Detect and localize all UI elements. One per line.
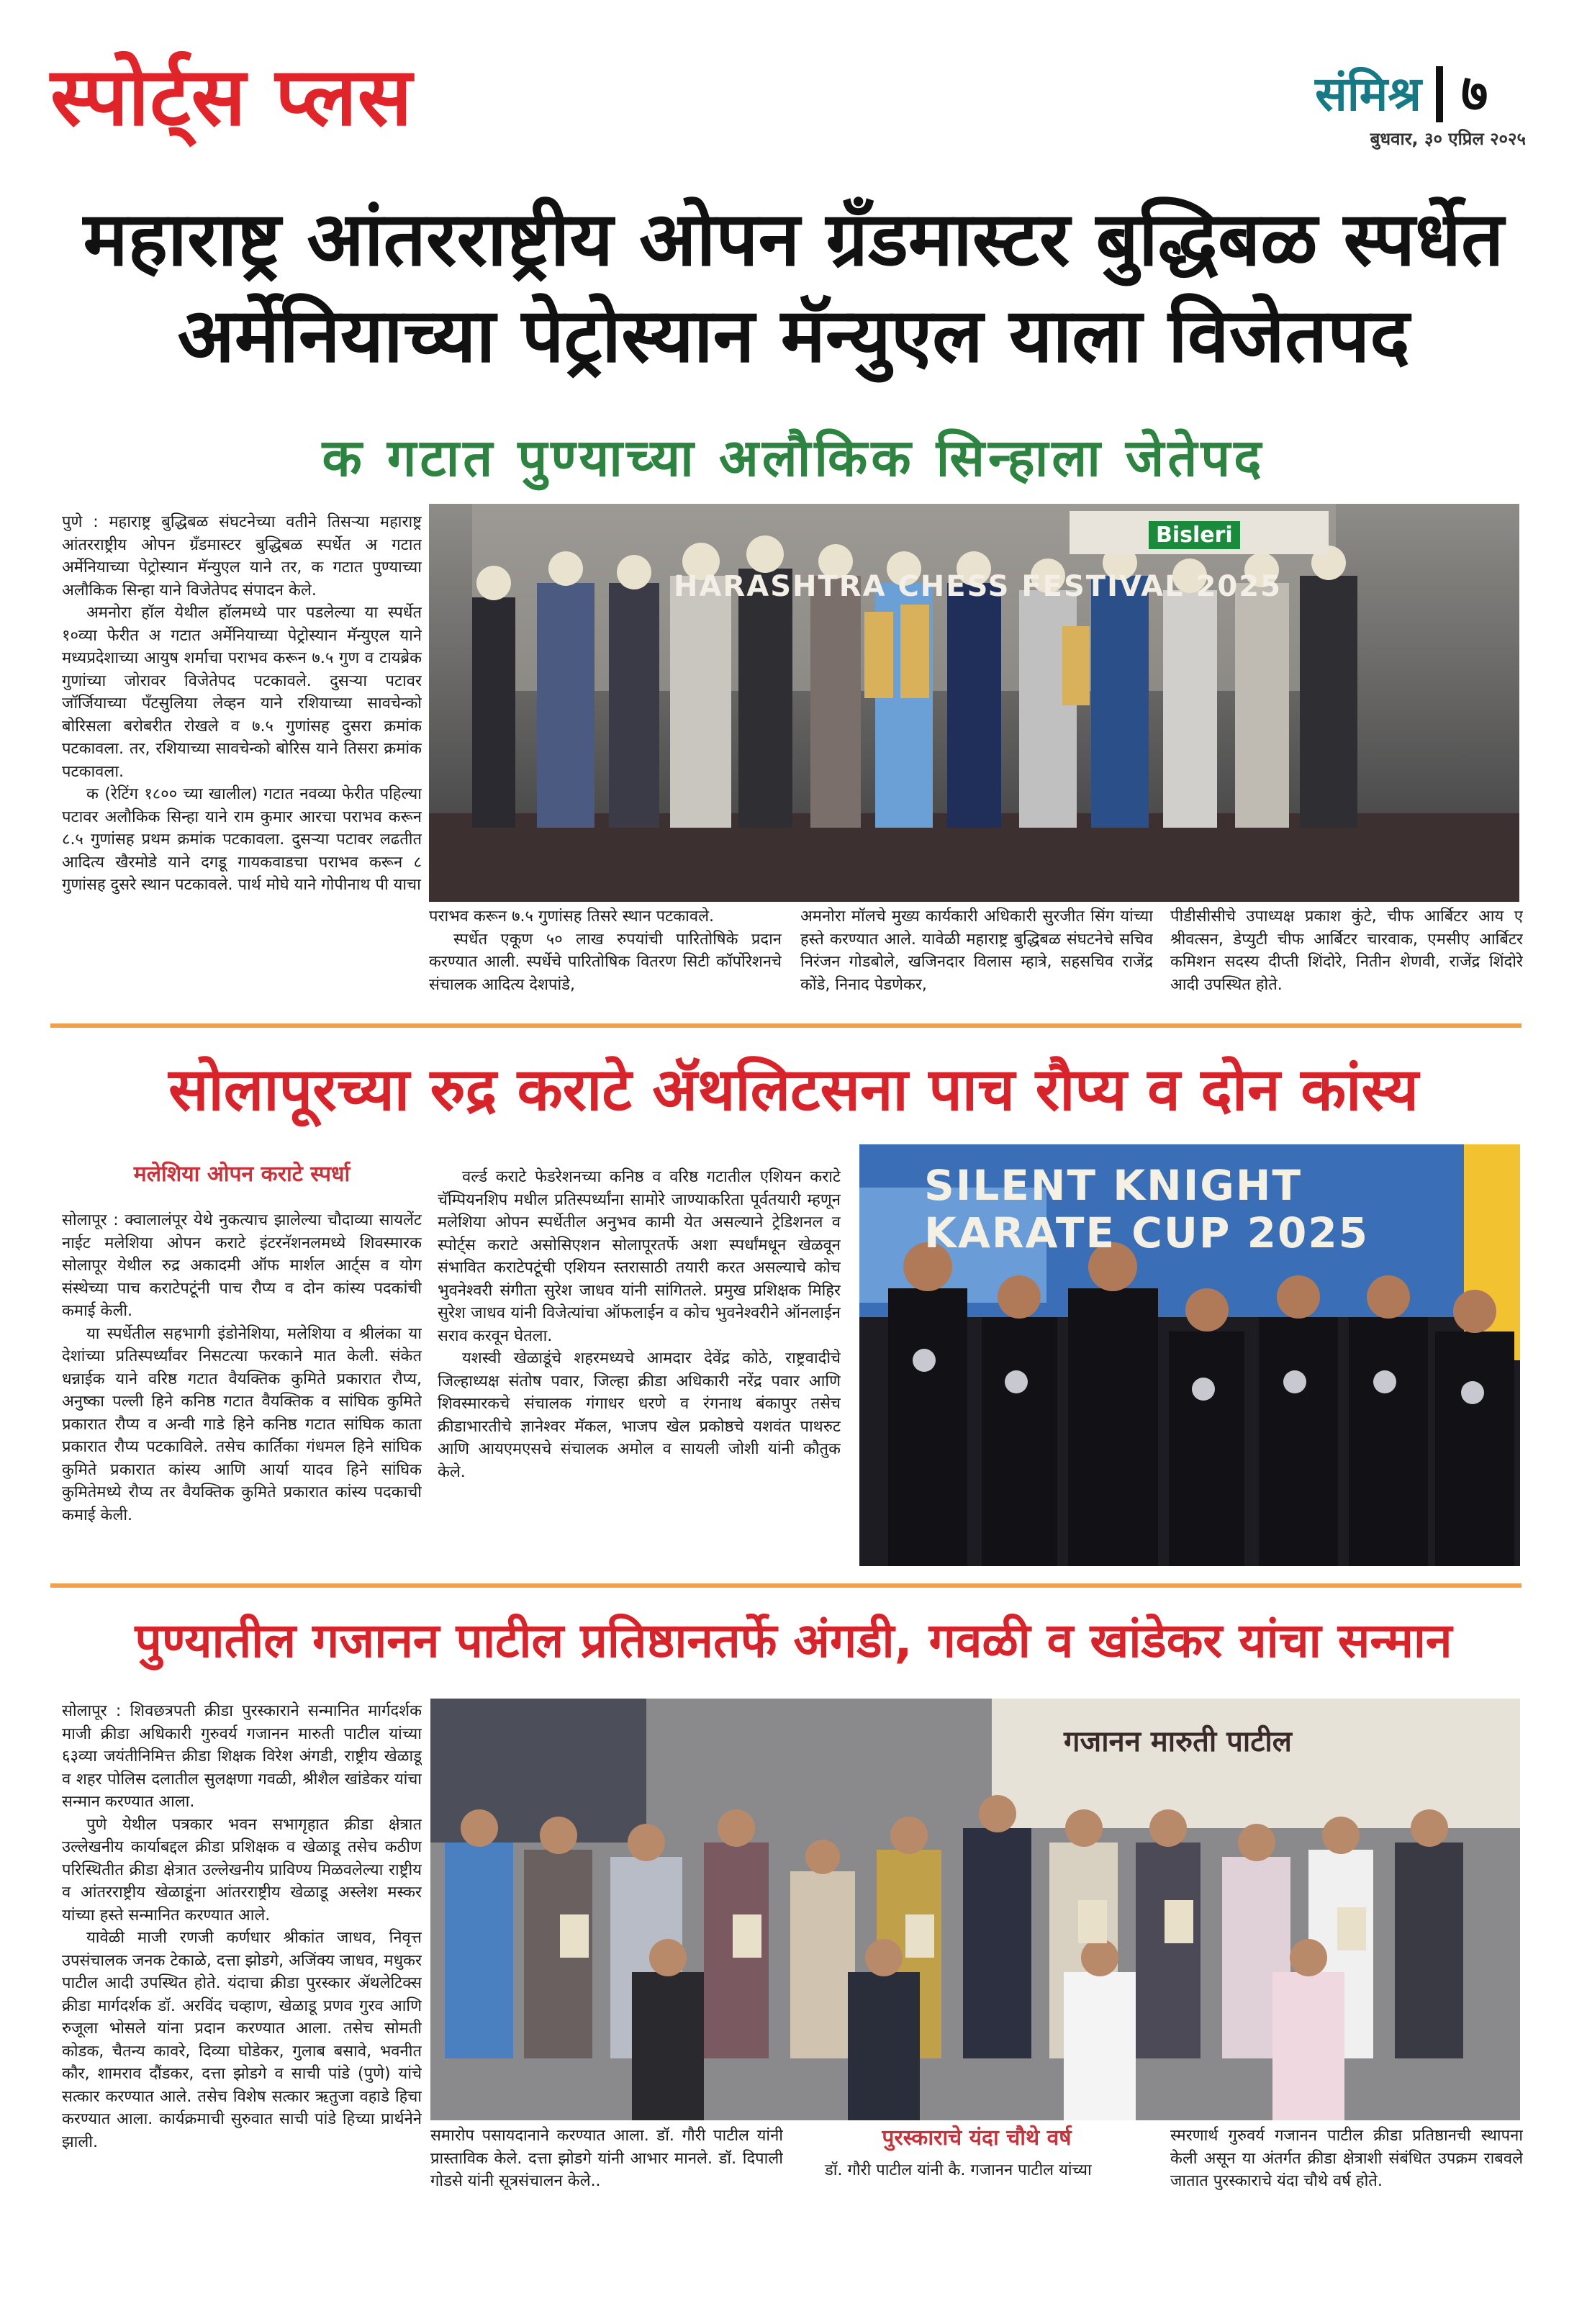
paragraph: सोलापूर : शिवछत्रपती क्रीडा पुरस्काराने सन्मानित मार्गदर्शक माजी क्रीडा अधिकारी गुरुवर्य गजानन मारुती पाटील यांच्या ६३व्या जयंतीनिमित्त क्रीडा शिक्षक विरेश अंगडी, राष्ट्रीय खेळाडू व शहर पोलिस दलातील सुलक्षणा गवळी, श्रीशैल खांडेकर यांचा सन्मान करण्यात आला.	[62, 1702, 422, 1811]
story1-subhead: क गटात पुण्याच्या अलौकिक सिन्हाला जेतेपद	[322, 428, 1265, 488]
issue-date: बुधवार, ३० एप्रिल २०२५	[1370, 129, 1526, 149]
paragraph: पीडीसीसीचे उपाध्यक्ष प्रकाश कुंटे, चीफ आर्बिटर आय ए श्रीवत्सन, डेप्युटी चीफ आर्बिटर चारवाक, एमसीए आर्बिटर कमिशन सदस्य दीप्ती शिंदोरे, नितीन शेणवी, राजेंद्र शिंदोरे आदी उपस्थित होते.	[1170, 908, 1523, 994]
paragraph: वर्ल्ड कराटे फेडरेशनच्या कनिष्ठ व वरिष्ठ गटातील एशियन कराटे चॅम्पियनशिप मधील प्रतिस्पर्ध्यांना सामोरे जाण्याकरिता पूर्वतयारी म्हणून मलेशिया ओपन स्पर्धेतील अनुभव कामी येत असल्याने ट्रेडिशनल व स्पोर्ट्स कराटे असोसिएशन सोलापूरतर्फे अशा स्पर्धांमधून खेळवून संभावित कराटेपटूंची एशियन स्तरासाठी तयारी करत असल्याचे कोच भुवनेश्वरी संगीता सुरेश जाधव यांनी सांगितले. प्रमुख प्रशिक्षक मिहिर सुरेश जाधव यांनी विजेत्यांचा ऑफलाईन व कोच भुवनेश्वरीने ऑनलाईन सराव करवून घेतला.	[438, 1168, 841, 1345]
story1-column-4	[1170, 905, 1523, 1009]
paragraph: यशस्वी खेळाडूंचे शहरमध्यचे आमदार देवेंद्र कोठे, राष्ट्रवादीचे जिल्हाध्यक्ष संतोष पवार, जिल्हा क्रीडा अधिकारी नरेंद्र पवार आणि शिवस्मारकचे संचालक गंगाधर धरणे व रंगनाथ बंकापुर तसेच क्रीडाभारतीचे ज्ञानेश्वर मॅकल, भाजप खेल प्रकोष्ठचे यशवंत पाथरुट आणि आयएमएसचे संचालक अमोल व सायली जोशी यांनी कौतुक केले.	[438, 1349, 841, 1481]
paragraph: सोलापूर : क्वालालंपूर येथे नुकत्याच झालेल्या चौदाव्या सायलेंट नाईट मलेशिया ओपन कराटे इंटरनॅशनलमध्ये शिवस्मारक सोलापूर येथील रुद्र अकादमी ऑफ मार्शल आर्ट्स व योग संस्थेच्या पाच कराटेपटूंनी पाच रौप्य व दोन कांस्य पदकांची कमाई केली.	[62, 1211, 422, 1320]
story3-column-4	[1170, 2125, 1523, 2211]
story3-column-2	[430, 2125, 783, 2211]
paragraph: या स्पर्धेतील सहभागी इंडोनेशिया, मलेशिया व श्रीलंका या देशांच्या प्रतिस्पर्ध्यांवर निसटत्या फरकाने मात केली. संकेत धन्नाईक याने वरिष्ठ गटात वैयक्तिक कुमिते प्रकारात रौप्य, अनुष्का पल्ली हिने कनिष्ठ गटात वैयक्तिक व सांघिक कुमिते प्रकारात रौप्य व अन्वी गाडे हिने कनिष्ठ गटात सांघिक काता प्रकारात रौप्य पटकाविले. तसेच कार्तिका गंधमल हिने सांघिक कुमिते प्रकारात कांस्य आणि आर्या यादव हिने सांघिक कुमितेमध्ये रौप्य तर वैयक्तिक कुमिते प्रकारात कांस्य पदकाची कमाई केली.	[62, 1324, 422, 1524]
section-divider	[50, 1583, 1522, 1588]
sponsor-logo-bisleri: Bisleri	[1149, 521, 1240, 549]
story3-subheading: पुरस्काराचे यंदा चौथे वर्ष	[882, 2125, 1072, 2151]
masthead-divider	[1436, 66, 1443, 122]
story1-column-3	[800, 905, 1153, 1009]
paragraph: पुणे येथील पत्रकार भवन सभागृहात क्रीडा क्षेत्रात उल्लेखनीय कार्याबद्दल क्रीडा प्रशिक्षक व खेळाडू तसेच कठीण परिस्थितीत क्रीडा क्षेत्रात उल्लेखनीय प्राविण्य मिळवलेल्या राष्ट्रीय व आंतरराष्ट्रीय खेळाडूंना आंतरराष्ट्रीय खेळाडू अस्लेश मस्कर यांच्या हस्ते सन्मानित करण्यात आले.	[62, 1815, 422, 1925]
story3-headline: पुण्यातील गजानन पाटील प्रतिष्ठानतर्फे अंगडी, गवळी व खांडेकर यांचा सन्मान	[135, 1613, 1452, 1668]
award-banner-text: गजानन मारुती पाटील	[1064, 1725, 1292, 1758]
paragraph: स्पर्धेत एकूण ५० लाख रुपयांची पारितोषिके प्रदान करण्यात आली. स्पर्धेचे पारितोषिक वितरण सिटी कॉर्पोरेशनचे संचालक आदित्य देशपांडे,	[429, 930, 782, 994]
paragraph: यावेळी माजी रणजी कर्णधार श्रीकांत जाधव, निवृत्त उपसंचालक जनक टेकाळे, दत्ता झोडगे, अजिंक्य जाधव, मधुकर पाटील आदी उपस्थित होते. यंदाचा क्रीडा पुरस्कार ॲथलेटिक्स क्रीडा मार्गदर्शक डॉ. अरविंद चव्हाण, खेळाडू प्रणव गुरव आणि रुजूला भोसले यांना प्रदान करण्यात आला. तसेच सोमती कोडक, चैतन्य कावरे, दिव्या घोडेकर, गुलाब बसावे, भवनीत कौर, शामराव दौंडकर, दत्ता झोडगे व साची पांडे (पुणे) यांचे सत्कार करण्यात आले. तसेच विशेष सत्कार ऋतुजा वहाडे हिचा करण्यात आला. कार्यक्रमाची सुरुवात साची पांडे हिच्या प्रार्थनेने झाली.	[62, 1929, 422, 2151]
story1-headline-line1: महाराष्ट्र आंतरराष्ट्रीय ओपन ग्रँडमास्टर बुद्धिबळ स्पर्धेत	[83, 195, 1504, 283]
chess-prize-photo	[429, 504, 1519, 902]
paragraph: स्मरणार्थ गुरुवर्य गजानन पाटील क्रीडा प्रतिष्ठानची स्थापना केली असून या अंतर्गत क्रीडा क्षेत्राशी संबंधित उपक्रम राबवले जातात पुरस्काराचे यंदा चौथे वर्ष होते.	[1170, 2127, 1523, 2190]
karate-banner-text: SILENT KNIGHT KARATE CUP 2025	[924, 1161, 1370, 1257]
story3-column-1	[62, 1700, 422, 2269]
section-label: संमिश्र	[1315, 66, 1421, 122]
karate-athletes-photo	[859, 1144, 1520, 1566]
paragraph: अमनोरा मॉलचे मुख्य कार्यकारी अधिकारी सुरजीत सिंग यांच्या हस्ते करण्यात आले. यावेळी महाराष्ट्र बुद्धिबळ संघटनेचे सचिव निरंजन गोडबोले, खजिनदार विलास म्हात्रे, सहसचिव राजेंद्र कोंडे, निनाद पेडणेकर,	[800, 908, 1153, 994]
story2-headline: सोलापूरच्या रुद्र कराटे ॲथलिटसना पाच रौप्य व दोन कांस्य	[168, 1056, 1419, 1124]
story2-kicker: मलेशिया ओपन कराटे स्पर्धा	[133, 1162, 351, 1187]
paragraph: अमनोरा हॉल येथील हॉलमध्ये पार पडलेल्या या स्पर्धेत १०व्या फेरीत अ गटात अर्मेनियाच्या पेट्रोस्यान मॅन्युएल याने मध्यप्रदेशाच्या आयुष शर्माचा पराभव करून ७.५ गुण व टायब्रेक गुणांच्या जोरावर विजेतेपद पटकावले. दुसऱ्या पटावर जॉर्जियाच्या पँटसुलिया लेव्हन याने रशियाच्या सावचेन्को बोरिसला बरोबरीत रोखले व ७.५ गुणांसह दुसरा क्रमांक पटकावला. तर, रशियाच्या सावचेन्को बोरिस याने तिसरा क्रमांक पटकावला.	[62, 604, 422, 781]
story1-headline-line2: अर्मेनियाच्या पेट्रोस्यान मॅन्युएल याला विजेतपद	[177, 291, 1410, 379]
page-number: ७	[1461, 63, 1488, 123]
story3-column-3	[800, 2159, 1153, 2188]
story1-column-1	[62, 511, 422, 1009]
story2-column-1	[62, 1209, 422, 1583]
paragraph: पुणे : महाराष्ट्र बुद्धिबळ संघटनेच्या वतीने तिसऱ्या महाराष्ट्र आंतरराष्ट्रीय ओपन ग्रँडमास्टर बुद्धिबळ स्पर्धेत अ गटात अर्मेनियाच्या पेट्रोस्यान मॅन्युएल याने तर, क गटात पुण्याच्या अलौकिक सिन्हा याने विजेतेपद संपादन केले.	[62, 513, 422, 600]
masthead-brand: स्पोर्ट्स प्लस	[50, 50, 413, 144]
paragraph: समारोप पसायदानाने करण्यात आला. डॉ. गौरी पाटील यांनी प्रास्ताविक केले. दत्ता झोडगे यांनी आभार मानले. डॉ. दिपाली गोडसे यांनी सूत्रसंचालन केले..	[430, 2127, 783, 2190]
chess-banner-text: HARASHTRA CHESS FESTIVAL 2025	[674, 570, 1282, 603]
story1-column-2	[429, 905, 782, 1009]
award-ceremony-photo	[430, 1699, 1520, 2120]
paragraph: क (रेटिंग १८०० च्या खालील) गटात नवव्या फेरीत पहिल्या पटावर अलौकिक सिन्हा याने राम कुमार आरचा पराभव करून ८.५ गुणांसह प्रथम क्रमांक पटकावला. दुसऱ्या पटावर लढतीत आदित्य खैरमोडे याने दगडू गायकवाडचा पराभव करून ८ गुणांसह दुसरे स्थान पटकावले. पार्थ मोघे याने गोपीनाथ पी याचा	[62, 785, 422, 894]
paragraph: डॉ. गौरी पाटील यांनी कै. गजानन पाटील यांच्या	[825, 2161, 1092, 2179]
paragraph: पराभव करून ७.५ गुणांसह तिसरे स्थान पटकावले.	[429, 908, 714, 926]
story2-column-2	[438, 1166, 841, 1583]
section-divider	[50, 1023, 1522, 1028]
